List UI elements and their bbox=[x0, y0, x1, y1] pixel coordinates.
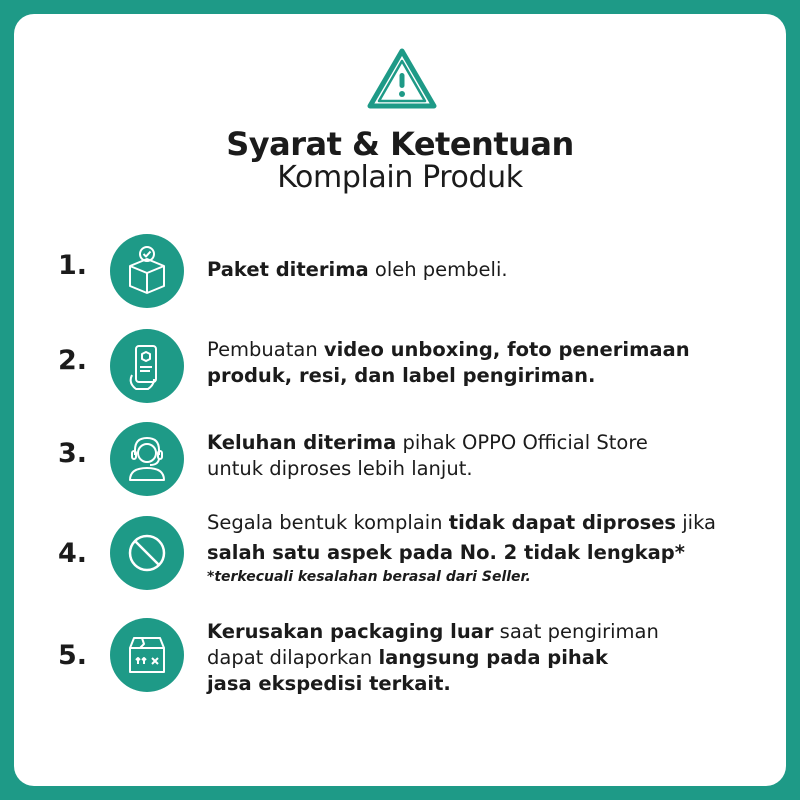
item-line bbox=[207, 645, 659, 671]
item-bold-text: tidak dapat diproses bbox=[448, 511, 677, 534]
item-regular-text: pihak OPPO Official Store bbox=[396, 431, 648, 454]
item-bold-text: jasa ekspedisi terkait. bbox=[207, 672, 451, 695]
item-line bbox=[207, 619, 659, 645]
item-line bbox=[207, 671, 659, 697]
prohibited-icon bbox=[110, 516, 184, 590]
item-regular-text: saat pengiriman bbox=[493, 620, 659, 643]
package-received-icon bbox=[110, 234, 184, 308]
item-line bbox=[207, 363, 690, 389]
item-number: 3. bbox=[58, 438, 88, 469]
item-bold-text: salah satu aspek pada No. 2 tidak lengkap* bbox=[207, 541, 685, 564]
item-bold-text: Keluhan diterima bbox=[207, 431, 397, 454]
item-regular-text: untuk diproses lebih lanjut. bbox=[207, 457, 473, 480]
item-number: 4. bbox=[58, 538, 88, 569]
item-line bbox=[207, 430, 648, 456]
warning-triangle-icon bbox=[366, 46, 438, 110]
item-number: 1. bbox=[58, 250, 88, 281]
phone-video-icon bbox=[110, 329, 184, 403]
page-subtitle: Komplain Produk bbox=[277, 160, 523, 195]
item-line bbox=[207, 510, 716, 536]
item-regular-text: jika bbox=[676, 511, 716, 534]
item-regular-text: Segala bentuk komplain bbox=[207, 511, 449, 534]
customer-service-icon bbox=[110, 422, 184, 496]
item-bold-text: video unboxing, foto penerimaan bbox=[323, 338, 690, 361]
item-line bbox=[207, 456, 648, 482]
item-number: 2. bbox=[58, 345, 88, 376]
item-bold-text: produk, resi, dan label pengiriman. bbox=[207, 364, 596, 387]
item-line bbox=[207, 337, 690, 363]
item-line bbox=[207, 257, 508, 283]
item-line bbox=[207, 540, 716, 566]
damaged-package-icon bbox=[110, 618, 184, 692]
item-note: *terkecuali kesalahan berasal dari Seller. bbox=[207, 569, 531, 585]
item-regular-text: dapat dilaporkan bbox=[207, 646, 379, 669]
item-bold-text: Paket diterima bbox=[207, 258, 369, 281]
item-regular-text: Pembuatan bbox=[207, 338, 324, 361]
item-bold-text: Kerusakan packaging luar bbox=[207, 620, 494, 643]
item-number: 5. bbox=[58, 640, 88, 671]
page-title: Syarat & Ketentuan bbox=[226, 125, 574, 163]
item-regular-text: oleh pembeli. bbox=[368, 258, 508, 281]
item-bold-text: langsung pada pihak bbox=[378, 646, 608, 669]
